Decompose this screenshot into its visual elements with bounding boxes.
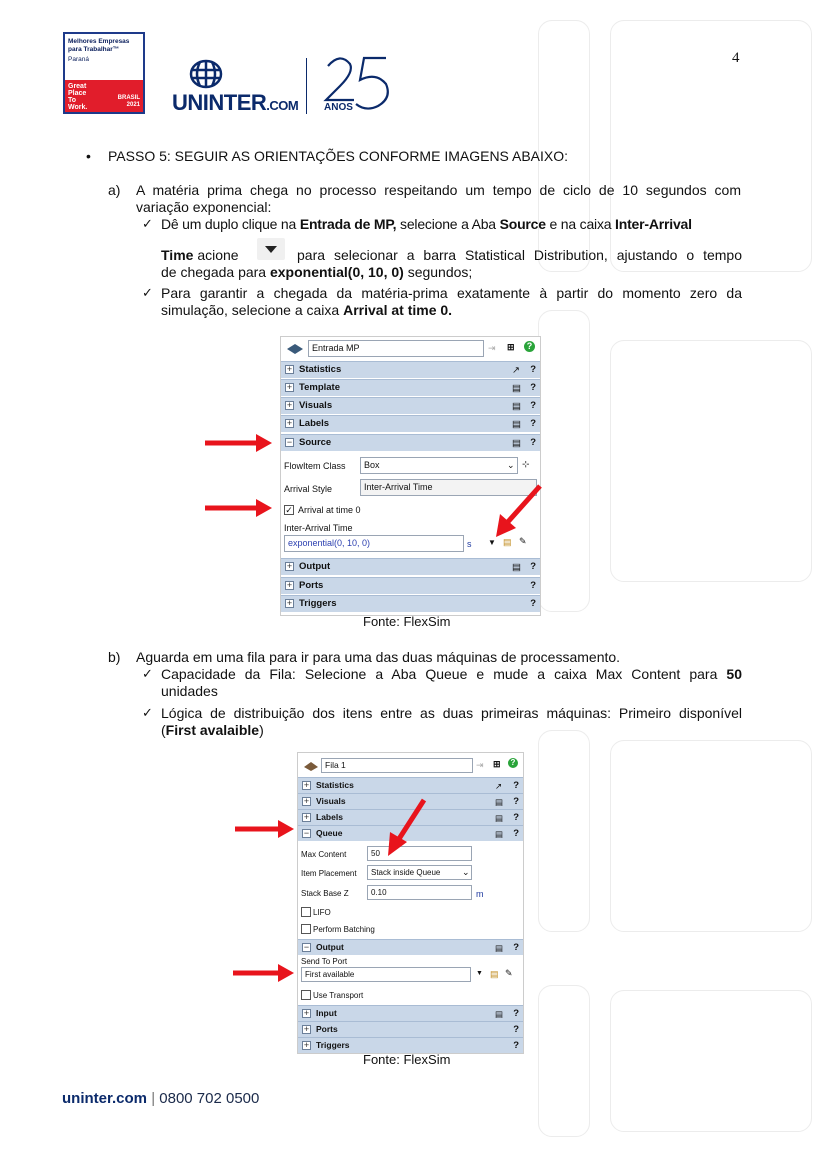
- section-a-check1-line2a: Time acione: [161, 247, 239, 263]
- uninter-wordmark: UNINTER.COM: [172, 90, 299, 115]
- figure-caption-a: Fonte: FlexSim: [363, 614, 451, 629]
- chevron-down-icon: ⌄: [462, 867, 470, 877]
- section-a-check2-line2: simulação, selecione a caixa Arrival at time 0.: [161, 302, 453, 318]
- object-name-input[interactable]: Fila 1: [321, 758, 473, 773]
- help-icon[interactable]: ?: [508, 758, 518, 768]
- flowitem-class-label: FlowItem Class: [284, 461, 346, 471]
- flowitem-class-select[interactable]: Box: [360, 457, 518, 474]
- arrival-style-select[interactable]: Inter-Arrival Time: [360, 479, 537, 496]
- chevron-down-icon: ⌄: [507, 460, 515, 470]
- header-divider: [306, 58, 307, 114]
- stack-base-z-label: Stack Base Z: [301, 889, 349, 898]
- properties-icon[interactable]: ▤: [512, 562, 521, 573]
- help-icon[interactable]: ?: [513, 1040, 519, 1051]
- section-b-check1-line2: unidades: [161, 683, 218, 699]
- panel2-row-input[interactable]: + Input ▤ ?: [298, 1005, 523, 1021]
- expand-icon: +: [286, 561, 293, 571]
- section-b-check2-line1: Lógica de distribuição dos itens entre as duas primeiras máquinas: Primeiro disponível: [161, 705, 742, 721]
- send-to-port-input[interactable]: First available: [301, 967, 471, 982]
- queue-object-icon: [302, 759, 320, 773]
- time-unit: s: [467, 539, 472, 549]
- section-a-intro-line2: variação exponencial:: [136, 199, 272, 215]
- properties-icon[interactable]: ▤: [495, 829, 504, 839]
- section-b-intro: Aguarda em uma fila para ir para uma das duas máquinas de processamento.: [136, 649, 621, 665]
- section-a-intro-line1: A matéria prima chega no processo respeitando um tempo de ciclo de 10 segundos com: [136, 182, 741, 198]
- figure-caption-b: Fonte: FlexSim: [363, 1052, 451, 1067]
- step-title: PASSO 5: SEGUIR AS ORIENTAÇÕES CONFORME IMAGENS ABAIXO:: [108, 148, 569, 164]
- footer: [62, 1090, 259, 1107]
- section-a-check1-line3: de chegada para exponential(0, 10, 0) segundos;: [161, 264, 473, 280]
- gptw-g3: To: [68, 97, 77, 104]
- background-outline: [538, 730, 590, 932]
- panel1-row-ports[interactable]: + Ports ?: [281, 577, 540, 594]
- panel2-row-labels[interactable]: + Labels ▤ ?: [298, 809, 523, 825]
- properties-icon[interactable]: ▤: [495, 813, 504, 823]
- lifo-checkbox[interactable]: [301, 907, 311, 917]
- help-icon[interactable]: ?: [530, 418, 536, 429]
- flexsim-properties-panel-entrada: [280, 336, 541, 616]
- panel1-row-source[interactable]: − Source ▤ ?: [281, 434, 540, 451]
- tab-icon: ⇥: [476, 760, 484, 770]
- expand-icon: +: [286, 598, 293, 608]
- help-icon[interactable]: ?: [513, 828, 519, 839]
- help-icon[interactable]: ?: [530, 382, 536, 393]
- expand-icon: +: [286, 580, 293, 590]
- properties-icon[interactable]: ▤: [512, 438, 521, 449]
- panel2-row-triggers[interactable]: + Triggers ?: [298, 1037, 523, 1053]
- gptw-g4: Work.: [68, 104, 88, 111]
- background-outline: [538, 985, 590, 1137]
- arrival-at-time-0-label: Arrival at time 0: [298, 505, 361, 515]
- gptw-country: BRASIL: [117, 95, 140, 101]
- properties-icon[interactable]: ▤: [495, 1009, 504, 1019]
- expand-icon: +: [286, 418, 293, 428]
- panel2-row-queue[interactable]: − Queue ▤ ?: [298, 825, 523, 841]
- section-b-check1-line1: Capacidade da Fila: Selecione a Aba Queue e mude a caixa Max Content para 50: [161, 666, 742, 682]
- collapse-icon: −: [303, 942, 310, 952]
- gptw-line1: Melhores Empresas: [68, 38, 130, 45]
- flowitem-tree-icon[interactable]: ⊹: [522, 459, 530, 469]
- panel1-row-output[interactable]: + Output ▤ ?: [281, 558, 540, 575]
- section-a-marker: a): [108, 182, 121, 198]
- section-a-check1-line2b: para selecionar a barra Statistical Distribution, ajustando o tempo: [297, 247, 742, 263]
- red-arrow-icon: [232, 818, 302, 840]
- collapse-icon: −: [303, 828, 310, 838]
- edit-code-icon[interactable]: ▤: [490, 969, 499, 979]
- help-icon[interactable]: ?: [513, 942, 519, 953]
- panel2-row-output[interactable]: − Output ▤ ?: [298, 939, 523, 955]
- pin-icon[interactable]: ↗: [512, 365, 520, 376]
- checkmark-icon: ✓: [142, 705, 153, 720]
- help-icon[interactable]: ?: [524, 341, 535, 352]
- expand-icon: +: [303, 780, 310, 790]
- collapse-icon: −: [286, 437, 293, 447]
- inter-arrival-time-label: Inter-Arrival Time: [284, 523, 353, 533]
- expand-icon: +: [303, 1040, 310, 1050]
- background-outline: [610, 990, 812, 1132]
- footer-phone: 0800 702 0500: [159, 1090, 260, 1107]
- expand-icon: +: [303, 1008, 310, 1018]
- dropdown-arrow-button-image: [257, 238, 285, 260]
- red-arrow-icon: [200, 430, 280, 520]
- red-arrow-diagonal-icon: [490, 482, 546, 542]
- panel1-row-statistics[interactable]: + Statistics ↗ ?: [281, 361, 540, 378]
- properties-icon[interactable]: ▤: [512, 419, 521, 430]
- help-icon[interactable]: ?: [513, 1024, 519, 1035]
- footer-separator: |: [151, 1090, 156, 1107]
- section-b-marker: b): [108, 649, 121, 665]
- arrival-at-time-0-checkbox[interactable]: ✓: [285, 505, 293, 515]
- footer-site-link[interactable]: uninter.com: [62, 1090, 148, 1107]
- section-a-check1-line1: Dê um duplo clique na Entrada de MP, selecione a Aba Source e na caixa Inter-Arrival: [161, 216, 692, 232]
- expand-icon: +: [303, 796, 310, 806]
- panel1-row-labels[interactable]: + Labels ▤ ?: [281, 415, 540, 432]
- inter-arrival-time-input[interactable]: exponential(0, 10, 0): [284, 535, 464, 552]
- pin-icon[interactable]: ↗: [495, 781, 503, 791]
- stack-base-z-input[interactable]: 0.10: [367, 885, 472, 900]
- section-a-check2-line1: Para garantir a chegada da matéria-prima exatamente à partir do momento zero da: [161, 285, 742, 301]
- help-icon[interactable]: ?: [530, 400, 536, 411]
- gptw-g2: Place: [68, 90, 87, 97]
- expand-icon: +: [286, 400, 293, 410]
- background-outline: [538, 20, 590, 272]
- gptw-year: 2021: [126, 102, 140, 108]
- properties-icon[interactable]: ▤: [495, 797, 504, 807]
- expand-icon: +: [286, 364, 293, 374]
- panel2-row-statistics[interactable]: + Statistics ↗ ?: [298, 777, 523, 793]
- expand-icon: +: [286, 382, 293, 392]
- section-b-check2-line2: (First avalaible): [161, 722, 264, 738]
- dropdown-triangle-icon[interactable]: ▼: [476, 970, 483, 977]
- checkmark-icon: ✓: [142, 216, 153, 231]
- uninter-logo: [172, 58, 299, 115]
- gptw-badge-bottom: [65, 80, 143, 112]
- max-content-label: Max Content: [301, 850, 347, 859]
- background-outline: [538, 310, 590, 612]
- bullet-glyph: •: [86, 148, 91, 164]
- use-transport-label: Use Transport: [313, 991, 364, 1000]
- properties-icon[interactable]: ▤: [512, 383, 521, 394]
- help-icon[interactable]: ?: [530, 580, 536, 591]
- use-transport-checkbox[interactable]: [301, 990, 311, 1000]
- help-icon[interactable]: ?: [513, 812, 519, 823]
- background-outline: [610, 20, 812, 272]
- send-to-port-label: Send To Port: [301, 957, 348, 966]
- expand-icon: +: [303, 1024, 310, 1034]
- gptw-badge-top: [65, 34, 143, 80]
- anos-25-logo: [320, 52, 400, 116]
- item-placement-select[interactable]: Stack inside Queue: [367, 865, 472, 880]
- anos-label: ANOS: [324, 102, 353, 113]
- arrival-style-label: Arrival Style: [284, 484, 333, 494]
- dropdown-triangle-icon[interactable]: ▼: [488, 538, 496, 547]
- edit-code-icon[interactable]: ▤: [503, 537, 512, 547]
- background-outline: [610, 340, 812, 582]
- panel1-row-template[interactable]: + Template ▤ ?: [281, 379, 540, 396]
- tree-icon[interactable]: ⊞: [507, 342, 515, 352]
- background-outline: [610, 740, 812, 932]
- tab-icon: ⇥: [488, 343, 496, 353]
- panel1-row-triggers[interactable]: + Triggers ?: [281, 595, 540, 612]
- gptw-badge: [63, 32, 145, 114]
- red-arrow-icon: [230, 962, 302, 984]
- perform-batching-checkbox[interactable]: [301, 924, 311, 934]
- object-name-input[interactable]: Entrada MP: [308, 340, 484, 357]
- help-icon[interactable]: ?: [513, 780, 519, 791]
- dropdown-triangle-icon: [257, 238, 285, 260]
- source-object-icon: [285, 342, 305, 356]
- max-content-input[interactable]: 50: [367, 846, 472, 861]
- red-arrow-diagonal-icon: [380, 796, 430, 860]
- eyedropper-icon[interactable]: ✎: [505, 968, 513, 978]
- gptw-g1: Great: [68, 83, 87, 90]
- checkmark-icon: ✓: [142, 285, 153, 300]
- properties-icon[interactable]: ▤: [512, 401, 521, 412]
- panel2-row-visuals[interactable]: + Visuals ▤ ?: [298, 793, 523, 809]
- perform-batching-label: Perform Batching: [313, 925, 375, 934]
- help-icon[interactable]: ?: [513, 1008, 519, 1019]
- panel1-row-visuals[interactable]: + Visuals ▤ ?: [281, 397, 540, 414]
- properties-icon[interactable]: ▤: [495, 943, 504, 953]
- stack-base-unit: m: [476, 889, 484, 899]
- help-icon[interactable]: ?: [530, 598, 536, 609]
- lifo-label: LIFO: [313, 908, 331, 917]
- page-number: 4: [732, 50, 740, 66]
- eyedropper-icon[interactable]: ✎: [519, 536, 527, 546]
- item-placement-label: Item Placement: [301, 869, 357, 878]
- checkmark-icon: ✓: [142, 666, 153, 681]
- help-icon[interactable]: ?: [530, 561, 536, 572]
- help-icon[interactable]: ?: [513, 796, 519, 807]
- expand-icon: +: [303, 812, 310, 822]
- gptw-country-year: [118, 95, 140, 109]
- tree-icon[interactable]: ⊞: [493, 759, 501, 769]
- gptw-state: Paraná: [68, 56, 89, 63]
- gptw-line2: para Trabalhar™: [68, 45, 120, 53]
- help-icon[interactable]: ?: [530, 364, 536, 375]
- panel2-row-ports[interactable]: + Ports ?: [298, 1021, 523, 1037]
- help-icon[interactable]: ?: [530, 437, 536, 448]
- globe-icon: [186, 58, 226, 90]
